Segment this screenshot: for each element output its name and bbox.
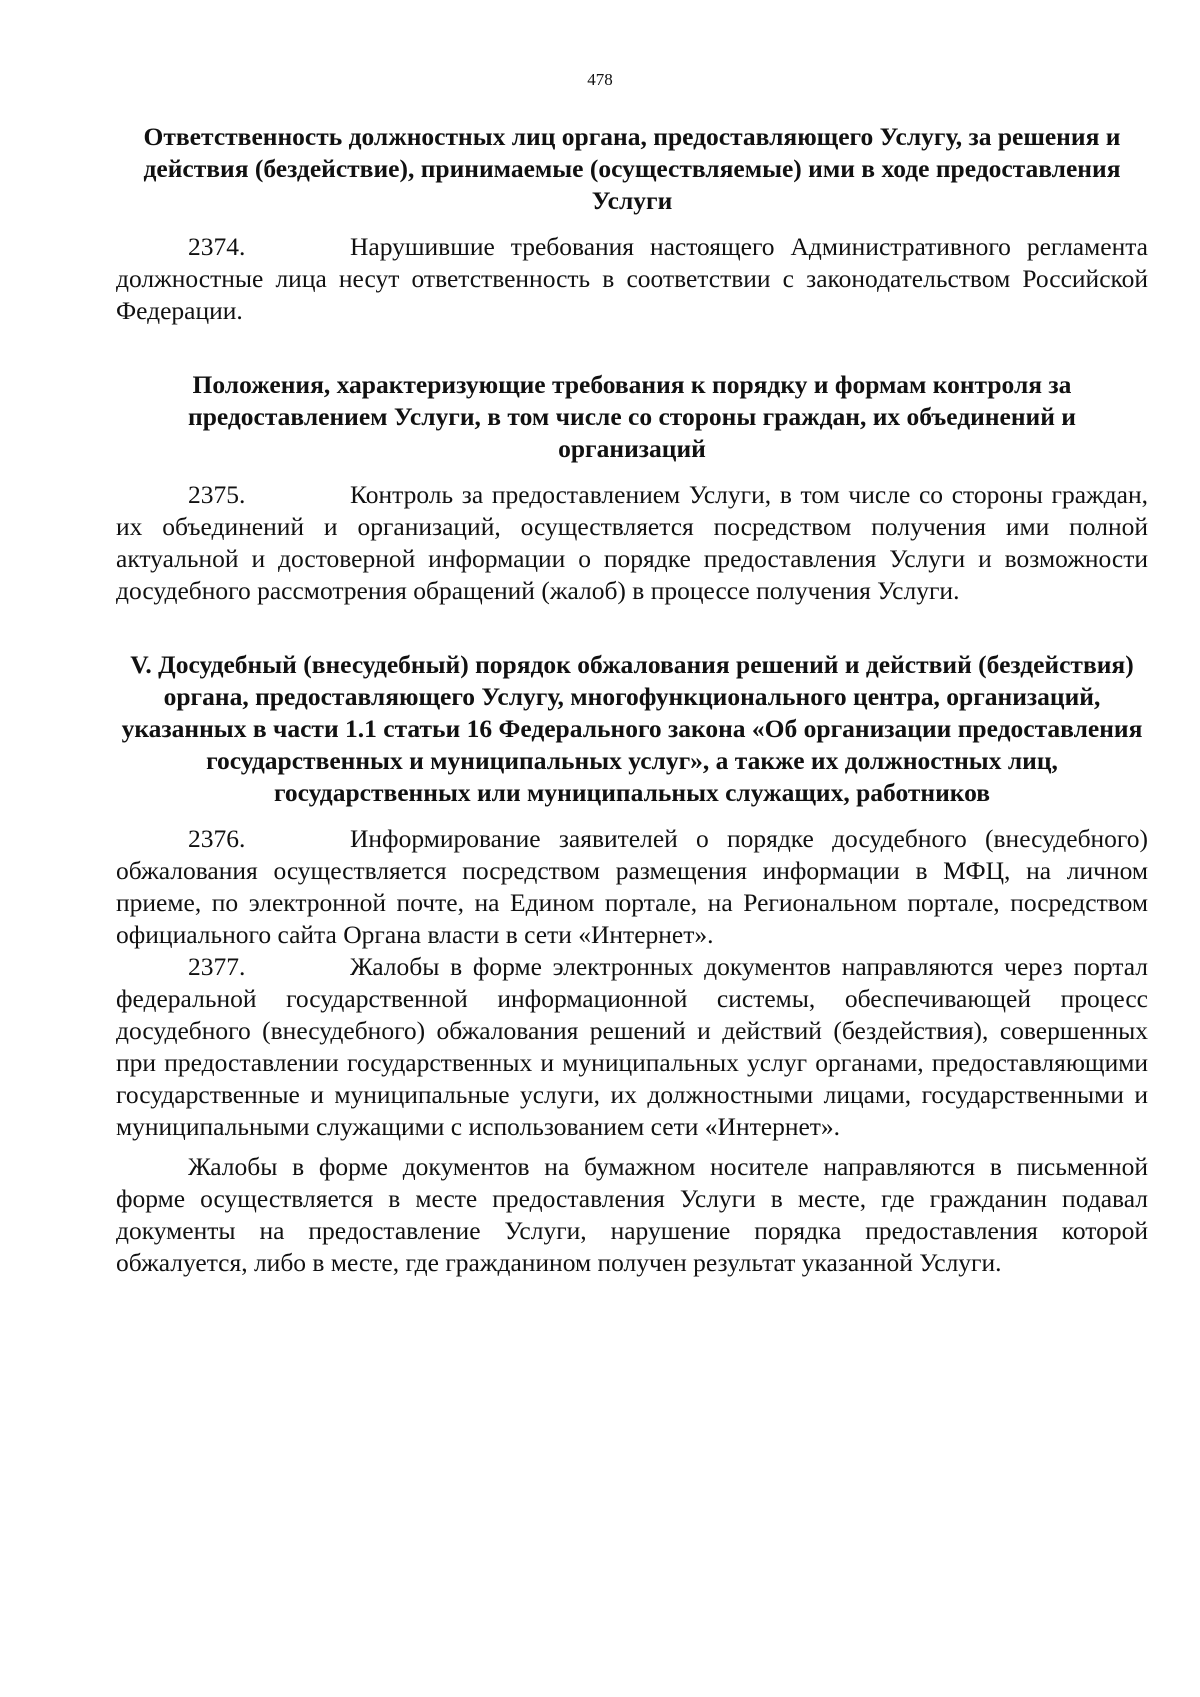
- document-body: [116, 121, 1148, 1279]
- paragraph-2376: [116, 823, 1148, 951]
- section-heading-appeal: V. Досудебный (внесудебный) порядок обжалования решений и действий (бездействия) органа, предоставляющего Услугу, многофункционального центра, организаций, указанных в части 1.1 статьи 16 Федерального закона «Об организации предоставления государственных и муниципальных услуг», а также их должностных лиц, государственных или муниципальных служащих, работников: [121, 650, 1143, 807]
- paragraph-number: 2374.: [188, 232, 246, 261]
- section-heading-control: Положения, характеризующие требования к порядку и формам контроля за предоставлением Услуги, в том числе со стороны граждан, их объединений и организаций: [188, 370, 1076, 463]
- paragraph-paper-complaints: [116, 1151, 1148, 1279]
- paragraph-number: 2375.: [188, 480, 246, 509]
- section-heading-responsibility: Ответственность должностных лиц органа, предоставляющего Услугу, за решения и действия (бездействие), принимаемые (осуществляемые) ими в ходе предоставления Услуги: [143, 122, 1121, 215]
- paragraph-number: 2376.: [188, 824, 246, 853]
- paragraph-text: Информирование заявителей о порядке досудебного (внесудебного) обжалования осуществляется посредством размещения информации в МФЦ, на личном приеме, по электронной почте, на Едином портале, на Региональном портале, посредством официального сайта Органа власти в сети «Интернет».: [116, 824, 1148, 949]
- paragraph-2377: [116, 951, 1148, 1143]
- paragraph-text: Нарушившие требования настоящего Административного регламента должностные лица несут ответственность в соответствии с законодательством Российской Федерации.: [116, 232, 1148, 325]
- paragraph-text: Жалобы в форме электронных документов направляются через портал федеральной государственной информационной системы, обеспечивающей процесс досудебного (внесудебного) обжалования решений и действий (бездействия), совершенных при предоставлении государственных и муниципальных услуг органами, предоставляющими государственные и муниципальные услуги, их должностными лицами, государственными и муниципальными служащими с использованием сети «Интернет».: [116, 952, 1148, 1141]
- paragraph-number: 2377.: [188, 952, 246, 981]
- paragraph-text: Жалобы в форме документов на бумажном носителе направляются в письменной форме осуществляется в месте предоставления Услуги в месте, где гражданин подавал документы на предоставление Услуги, нарушение порядка предоставления которой обжалуется, либо в месте, где гражданином получен результат указанной Услуги.: [116, 1152, 1148, 1277]
- page-number: 478: [587, 70, 613, 89]
- paragraph-2375: [116, 479, 1148, 607]
- paragraph-text: Контроль за предоставлением Услуги, в том числе со стороны граждан, их объединений и организаций, осуществляется посредством получения ими полной актуальной и достоверной информации о порядке предоставления Услуги и возможности досудебного рассмотрения обращений (жалоб) в процессе получения Услуги.: [116, 480, 1148, 605]
- paragraph-2374: [116, 231, 1148, 327]
